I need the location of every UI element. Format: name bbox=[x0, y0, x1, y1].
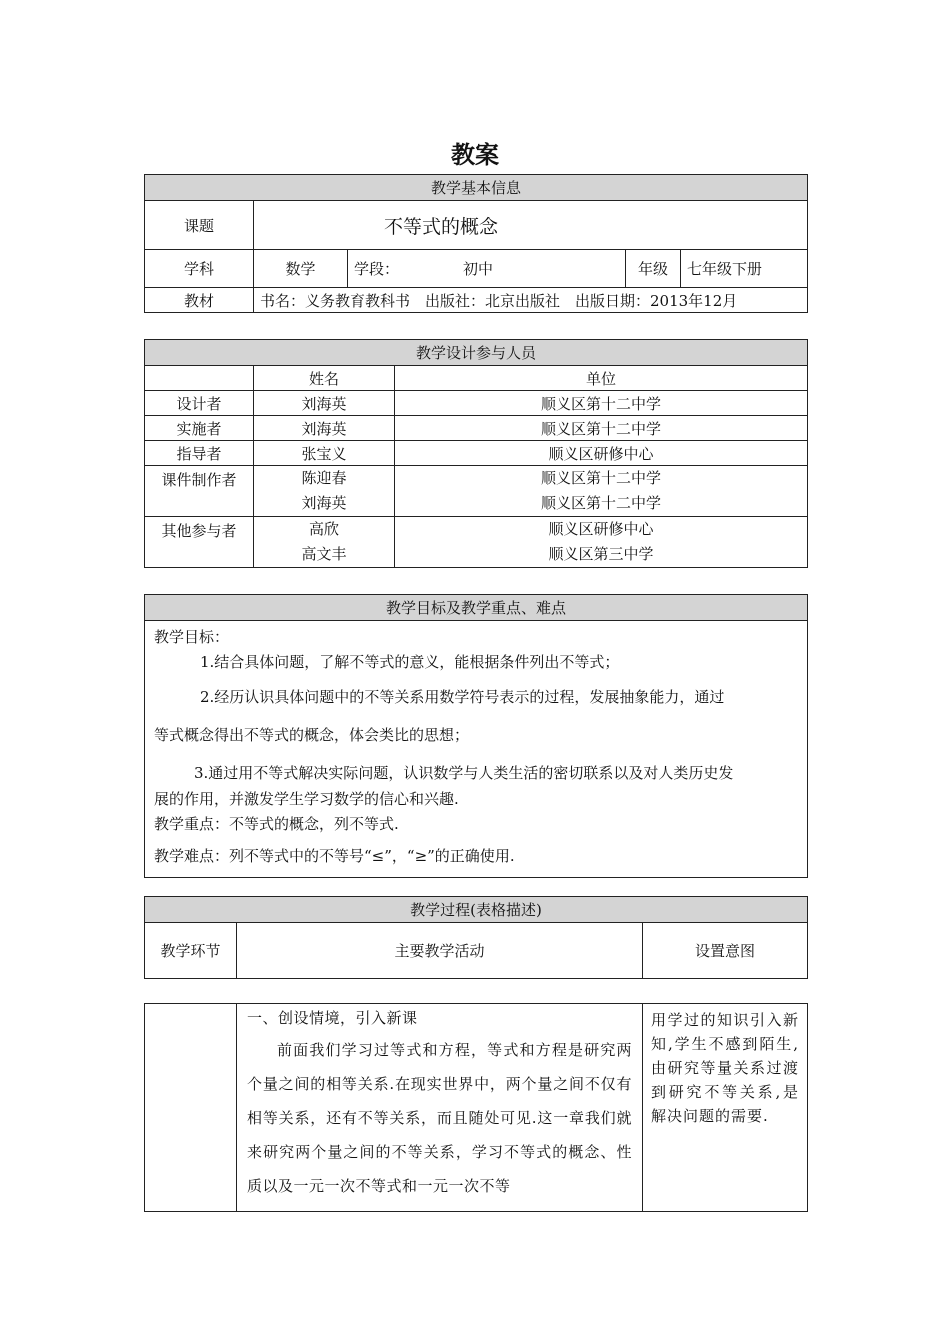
topic-label: 课题 bbox=[145, 201, 254, 250]
activity-column-header: 主要教学活动 bbox=[237, 923, 643, 979]
intent-column-header: 设置意图 bbox=[643, 923, 808, 979]
unit-cell: 顺义区第十二中学 bbox=[395, 391, 808, 416]
name-column-header: 姓名 bbox=[254, 366, 395, 391]
goal-item-1: 1.结合具体问题，了解不等式的意义，能根据条件列出不等式； bbox=[200, 653, 620, 671]
process-table bbox=[144, 896, 808, 979]
role-cell: 设计者 bbox=[145, 391, 254, 416]
stage-label: 学段： bbox=[354, 260, 400, 278]
unit-cell bbox=[395, 517, 808, 568]
name-line: 陈迎春 bbox=[301, 469, 347, 487]
unit-cell bbox=[395, 466, 808, 517]
step-text: 前面我们学习过等式和方程，等式和方程是研究两个量之间的相等关系.在现实世界中，两个量之间不仅有相等关系，还有不等关系，而且随处可见.这一章我们就来研究两个量之间的不等关系，学习不等式的概念、性质以及一元一次不等式和一元一次不等 bbox=[247, 1041, 632, 1195]
step-table bbox=[144, 1003, 808, 1212]
textbook-label: 教材 bbox=[145, 288, 254, 313]
stage-value: 初中 bbox=[463, 260, 494, 278]
goals-label: 教学目标： bbox=[154, 628, 230, 646]
participants-table bbox=[144, 339, 808, 568]
stage-column-header: 教学环节 bbox=[145, 923, 237, 979]
textbook-value: 书名：义务教育教科书 出版社：北京出版社 出版日期：2013年12月 bbox=[254, 288, 808, 313]
participants-header: 教学设计参与人员 bbox=[145, 340, 808, 366]
name-line: 刘海英 bbox=[301, 494, 347, 512]
unit-line: 顺义区第三中学 bbox=[548, 545, 654, 563]
basic-info-table bbox=[144, 174, 808, 313]
goal-item-2-line-2: 等式概念得出不等式的概念，体会类比的思想； bbox=[154, 726, 470, 744]
step-intent-cell: 用学过的知识引入新知,学生不感到陌生,由研究等量关系过渡到研究不等关系,是解决问题的需要. bbox=[643, 1004, 808, 1212]
role-cell: 课件制作者 bbox=[145, 466, 254, 517]
process-header: 教学过程(表格描述) bbox=[145, 897, 808, 923]
goals-table bbox=[144, 594, 808, 878]
key-point: 教学重点：不等式的概念，列不等式. bbox=[154, 815, 399, 833]
role-column-header bbox=[145, 366, 254, 391]
name-cell bbox=[254, 517, 395, 568]
goals-header: 教学目标及教学重点、难点 bbox=[145, 595, 808, 621]
name-cell: 刘海英 bbox=[254, 416, 395, 441]
stage-cell bbox=[348, 250, 626, 288]
name-line: 高欣 bbox=[308, 520, 339, 538]
step-stage-cell bbox=[145, 1004, 237, 1212]
unit-line: 顺义区研修中心 bbox=[548, 520, 654, 538]
goal-item-3-line-2: 展的作用，并激发学生学习数学的信心和兴趣. bbox=[154, 790, 459, 808]
name-cell: 刘海英 bbox=[254, 391, 395, 416]
subject-label: 学科 bbox=[145, 250, 254, 288]
unit-line: 顺义区第十二中学 bbox=[541, 494, 662, 512]
topic-value: 不等式的概念 bbox=[254, 201, 808, 250]
subject-value: 数学 bbox=[254, 250, 348, 288]
name-line: 高文丰 bbox=[301, 545, 347, 563]
role-cell: 指导者 bbox=[145, 441, 254, 466]
unit-cell: 顺义区研修中心 bbox=[395, 441, 808, 466]
step-activity-cell bbox=[237, 1004, 643, 1212]
grade-label: 年级 bbox=[626, 250, 681, 288]
unit-column-header: 单位 bbox=[395, 366, 808, 391]
difficulty: 教学难点：列不等式中的不等号“≤”，“≥”的正确使用. bbox=[154, 847, 515, 865]
goal-item-3-line-1: 3.通过用不等式解决实际问题，认识数学与人类生活的密切联系以及对人类历史发 bbox=[194, 764, 734, 782]
unit-line: 顺义区第十二中学 bbox=[541, 469, 662, 487]
name-cell: 张宝义 bbox=[254, 441, 395, 466]
step-heading: 一、创设情境，引入新课 bbox=[247, 1009, 418, 1027]
document-title: 教案 bbox=[451, 141, 499, 169]
role-cell: 其他参与者 bbox=[145, 517, 254, 568]
goal-item-2-line-1: 2.经历认识具体问题中的不等关系用数学符号表示的过程，发展抽象能力，通过 bbox=[200, 688, 725, 706]
goals-body bbox=[145, 621, 808, 878]
role-cell: 实施者 bbox=[145, 416, 254, 441]
basic-info-header: 教学基本信息 bbox=[145, 175, 808, 201]
name-cell bbox=[254, 466, 395, 517]
unit-cell: 顺义区第十二中学 bbox=[395, 416, 808, 441]
grade-value: 七年级下册 bbox=[681, 250, 808, 288]
